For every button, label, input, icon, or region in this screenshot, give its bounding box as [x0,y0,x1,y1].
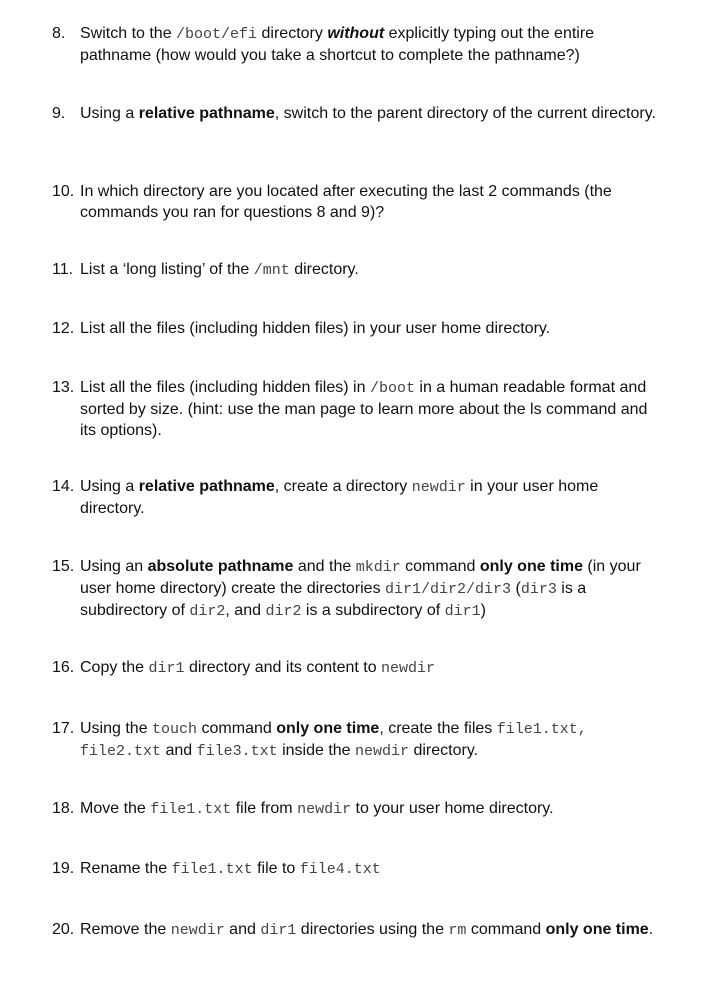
code-term: newdir [381,660,436,677]
question-20 [52,919,662,941]
question-number: 20. [52,921,75,938]
text-run: in a human readable format and sorted by size. (hint: use the man page to learn more about the ls command and its options). [80,379,648,439]
text-run: directory [257,25,328,42]
text-run: inside the [277,742,356,759]
text-run: explicitly typing out the entire pathname (how would you take a shortcut to complete the pathname?) [80,25,595,64]
question-text [80,181,662,223]
emphasis-text: absolute pathname [147,558,294,575]
text-run: , switch to the parent directory of the current directory. [274,105,656,122]
question-number: 9. [52,105,66,122]
code-term: newdir [355,743,410,760]
text-run: directory. [289,261,359,278]
question-number: 8. [52,25,66,42]
code-term: file1.txt, [496,721,587,738]
question-text [80,259,662,281]
code-term: dir1 [260,922,297,939]
question-number: 16. [52,659,75,676]
text-run: command [197,720,277,737]
text-run: . [648,921,654,938]
code-term: touch [152,721,198,738]
code-term: /mnt [253,262,290,279]
code-term: dir1/dir2/dir3 [385,581,512,598]
text-run: Using a [80,478,139,495]
text-run: is a subdirectory of [301,602,445,619]
question-number: 15. [52,558,75,575]
question-number: 14. [52,478,75,495]
code-term: newdir [170,922,225,939]
question-14 [52,476,662,519]
text-run: to your user home directory. [351,800,554,817]
question-number: 18. [52,800,75,817]
code-term: /boot/efi [176,26,258,43]
code-term: dir2 [265,603,302,620]
question-text [80,377,662,441]
question-text [80,318,662,339]
question-text [80,798,662,820]
code-term: file1.txt [171,861,253,878]
text-run: Using the [80,720,153,737]
text-run: directories using the [296,921,449,938]
question-10 [52,181,662,223]
text-run: List a ‘long listing’ of the [80,261,254,278]
question-text [80,23,662,66]
text-run: command [466,921,546,938]
question-text [80,103,662,124]
text-run: (in your user home directory) create the directories [80,558,641,597]
code-term: dir3 [520,581,557,598]
text-run: , create a directory [274,478,412,495]
text-run: and [224,921,261,938]
text-run: , and [225,602,266,619]
question-11 [52,259,662,281]
text-run: file from [231,800,298,817]
question-number: 12. [52,320,75,337]
code-term: file4.txt [299,861,381,878]
question-12 [52,318,662,339]
code-term: dir1 [148,660,185,677]
code-term: dir1 [444,603,481,620]
code-term: file2.txt [80,743,162,760]
question-number: 11. [52,261,74,278]
code-term: newdir [297,801,352,818]
question-text [80,476,662,519]
question-15 [52,556,662,622]
emphasis-text: without [327,25,385,42]
text-run: Using an [80,558,148,575]
text-run: Move the [80,800,151,817]
text-run: Rename the [80,860,172,877]
question-18 [52,798,662,820]
emphasis-text: only one time [545,921,649,938]
emphasis-text: only one time [479,558,583,575]
question-number: 10. [52,183,75,200]
code-term: newdir [411,479,466,496]
text-run: directory. [409,742,479,759]
question-text [80,556,662,622]
text-run: and [161,742,197,759]
text-run: file to [252,860,300,877]
emphasis-text: relative pathname [138,478,275,495]
text-run: Remove the [80,921,171,938]
text-run: and the [293,558,356,575]
text-run: Copy the [80,659,149,676]
code-term: dir2 [189,603,226,620]
question-19 [52,858,662,880]
code-term: rm [448,922,467,939]
question-text [80,919,662,941]
question-13 [52,377,662,441]
text-run: In which directory are you located after executing the last 2 commands (the commands you ran for questions 8 and 9)? [80,183,612,221]
question-9 [52,103,662,124]
text-run: ( [511,580,521,597]
emphasis-text: only one time [276,720,380,737]
text-run: Switch to the [80,25,177,42]
text-run: in your user home directory. [80,478,599,517]
question-number: 13. [52,379,75,396]
text-run: ) [480,602,486,619]
question-number: 17. [52,720,75,737]
text-run: is a subdirectory of [80,580,587,619]
code-term: file3.txt [196,743,278,760]
code-term: file1.txt [150,801,232,818]
question-number: 19. [52,860,75,877]
text-run: command [400,558,480,575]
text-run: Using a [80,105,139,122]
question-16 [52,657,662,679]
emphasis-text: relative pathname [138,105,275,122]
question-text [80,858,662,880]
text-run: List all the files (including hidden files) in [80,379,370,396]
code-term: mkdir [355,559,401,576]
code-term: /boot [369,380,415,397]
question-text [80,718,662,762]
question-text [80,657,662,679]
text-run: directory and its content to [184,659,382,676]
text-run: , create the files [379,720,497,737]
question-17 [52,718,662,762]
text-run: List all the files (including hidden files) in your user home directory. [80,320,551,337]
question-8 [52,23,662,66]
